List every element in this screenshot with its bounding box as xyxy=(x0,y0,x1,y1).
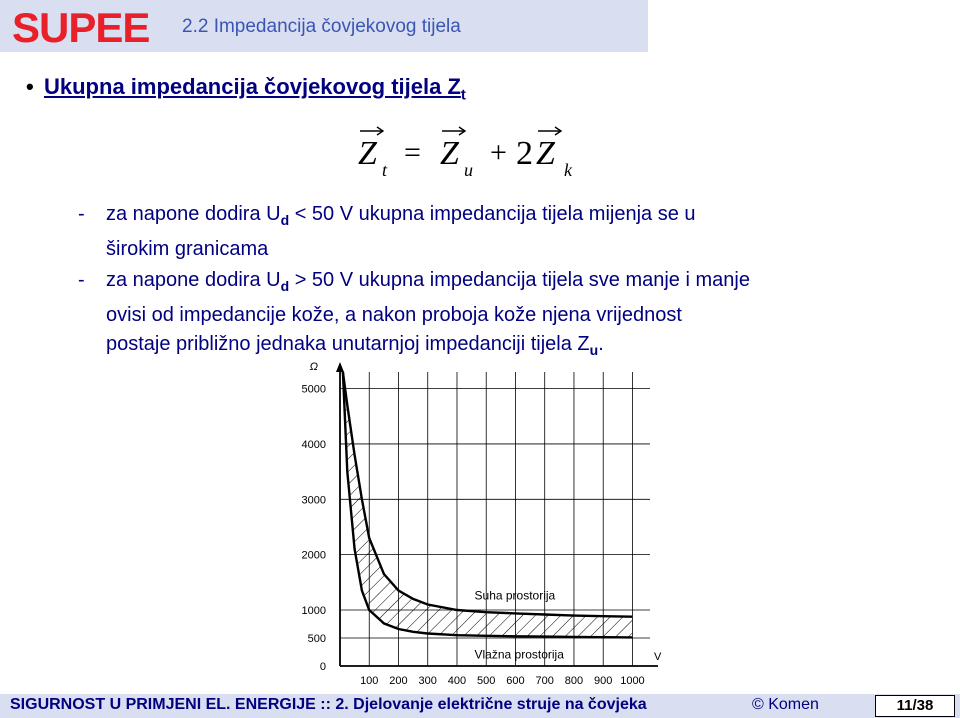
slide-heading xyxy=(26,74,466,103)
page-number: 11/38 xyxy=(875,695,955,717)
y-axis-arrow xyxy=(336,362,344,372)
x-tick-label: 600 xyxy=(506,675,525,687)
heading-subscript: t xyxy=(460,86,466,104)
formula-t1: Z xyxy=(440,135,459,172)
y-tick-label: 1000 xyxy=(301,605,326,617)
y-tick-label: 0 xyxy=(319,661,326,673)
para2-sub: d xyxy=(280,278,290,294)
para1-sub: d xyxy=(280,212,290,228)
para1-line1-a: za napone dodira U xyxy=(106,203,281,225)
formula-t1-sub: u xyxy=(464,160,473,180)
para2-line3-sub: u xyxy=(589,342,599,358)
chart-y-tick-labels xyxy=(302,361,326,673)
x-tick-label: 300 xyxy=(418,675,437,687)
y-tick-label: 5000 xyxy=(301,383,326,396)
header-bar xyxy=(0,0,648,52)
x-tick-label: 1000 xyxy=(620,675,645,687)
x-tick-label: 900 xyxy=(594,675,613,687)
x-tick-label: 800 xyxy=(564,675,584,687)
x-tick-label: 700 xyxy=(535,675,554,687)
series-label-dry: Suha prostorija xyxy=(474,588,556,603)
y-tick-label: 2000 xyxy=(301,549,326,562)
formula-t2: Z xyxy=(536,135,555,172)
x-tick-label: 500 xyxy=(477,675,496,687)
footer-author: © Komen xyxy=(752,696,819,713)
para1-line1-b: < 50 V ukupna impedancija tijela mijenja se u xyxy=(289,203,696,225)
y-unit-label: Ω xyxy=(309,361,318,373)
logo: SUPEE xyxy=(12,4,150,51)
impedance-formula xyxy=(352,118,612,180)
impedance-chart xyxy=(294,360,664,690)
x-unit-label: V xyxy=(654,651,662,663)
x-tick-label: 200 xyxy=(389,675,408,687)
footer-bar xyxy=(0,694,960,718)
section-title: 2.2 Impedancija čovjekovog tijela xyxy=(182,16,461,37)
series-label-wet: Vlažna prostorija xyxy=(474,647,564,662)
x-tick-label: 400 xyxy=(447,675,467,687)
para2-line3-b: . xyxy=(598,333,604,355)
para1-line2: širokim granicama xyxy=(106,238,269,260)
y-tick-label: 500 xyxy=(307,633,326,645)
dash-marker: - xyxy=(78,269,85,291)
vector-arrows xyxy=(360,127,561,135)
dash-marker: - xyxy=(78,203,85,225)
formula-lhs: Z xyxy=(358,135,377,172)
formula-coef: 2 xyxy=(516,135,533,172)
formula-t2-sub: k xyxy=(564,160,572,180)
para2-line3-a: postaje približno jednaka unutarnjoj impedanciji tijela Z xyxy=(106,333,590,355)
bullet-icon: • xyxy=(26,74,34,99)
para2-line2: ovisi od impedancije kože, a nakon proboja kože njena vrijednost xyxy=(106,304,682,326)
formula-equals: = xyxy=(404,136,421,169)
heading-text: Ukupna impedancija čovjekovog tijela Z xyxy=(44,74,461,99)
y-tick-label: 3000 xyxy=(301,494,326,507)
y-tick-label: 4000 xyxy=(301,438,326,451)
formula-lhs-sub: t xyxy=(382,160,388,180)
para2-line1-b: > 50 V ukupna impedancija tijela sve manje i manje xyxy=(289,269,750,291)
formula-plus: + xyxy=(490,136,507,169)
x-tick-label: 100 xyxy=(360,675,379,687)
para2-line1-a: za napone dodira U xyxy=(106,269,281,291)
footer-course-title: SIGURNOST U PRIMJENI EL. ENERGIJE :: 2. Djelovanje električne struje na čovjeka xyxy=(10,696,647,713)
